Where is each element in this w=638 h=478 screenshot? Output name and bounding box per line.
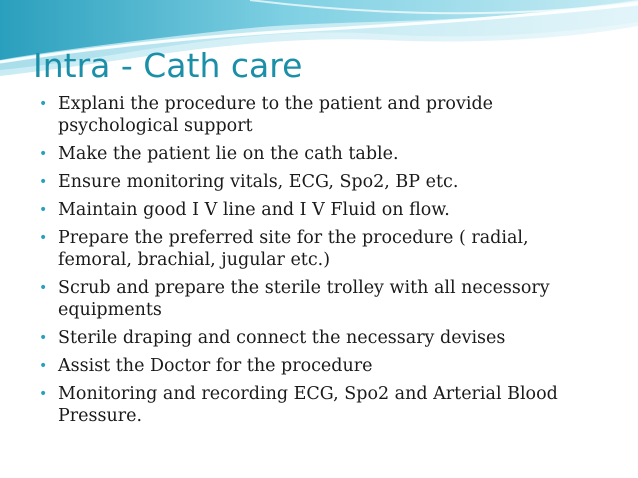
bullet-text: Scrub and prepare the sterile trolley with all necessory equipments	[58, 278, 550, 320]
bullet-item	[39, 143, 599, 165]
bullet-text: Make the patient lie on the cath table.	[58, 144, 399, 164]
bullet-dot-icon: •	[39, 280, 48, 296]
bullet-item	[39, 355, 599, 377]
bullet-dot-icon: •	[39, 230, 48, 246]
bullet-item	[39, 93, 599, 137]
bullet-item	[39, 277, 599, 321]
bullet-text: Explani the procedure to the patient and provide psychological support	[58, 94, 494, 136]
bullet-item	[39, 383, 599, 427]
bullet-item	[39, 199, 599, 221]
bullet-item	[39, 171, 599, 193]
bullet-text: Assist the Doctor for the procedure	[58, 356, 373, 376]
bullet-text: Ensure monitoring vitals, ECG, Spo2, BP etc.	[58, 172, 459, 192]
bullet-dot-icon: •	[39, 174, 48, 190]
bullet-dot-icon: •	[39, 96, 48, 112]
bullet-item	[39, 227, 599, 271]
bullet-dot-icon: •	[39, 358, 48, 374]
bullet-text: Prepare the preferred site for the procedure ( radial, femoral, brachial, jugular etc.)	[58, 228, 529, 270]
bullet-dot-icon: •	[39, 202, 48, 218]
slide-title: Intra - Cath care	[33, 46, 303, 85]
bullet-dot-icon: •	[39, 330, 48, 346]
bullet-dot-icon: •	[39, 146, 48, 162]
bullet-text: Maintain good I V line and I V Fluid on flow.	[58, 200, 450, 220]
bullet-list	[39, 93, 599, 433]
bullet-text: Sterile draping and connect the necessary devises	[58, 328, 506, 348]
bullet-item	[39, 327, 599, 349]
bullet-text: Monitoring and recording ECG, Spo2 and Arterial Blood Pressure.	[58, 384, 558, 426]
bullet-dot-icon: •	[39, 386, 48, 402]
